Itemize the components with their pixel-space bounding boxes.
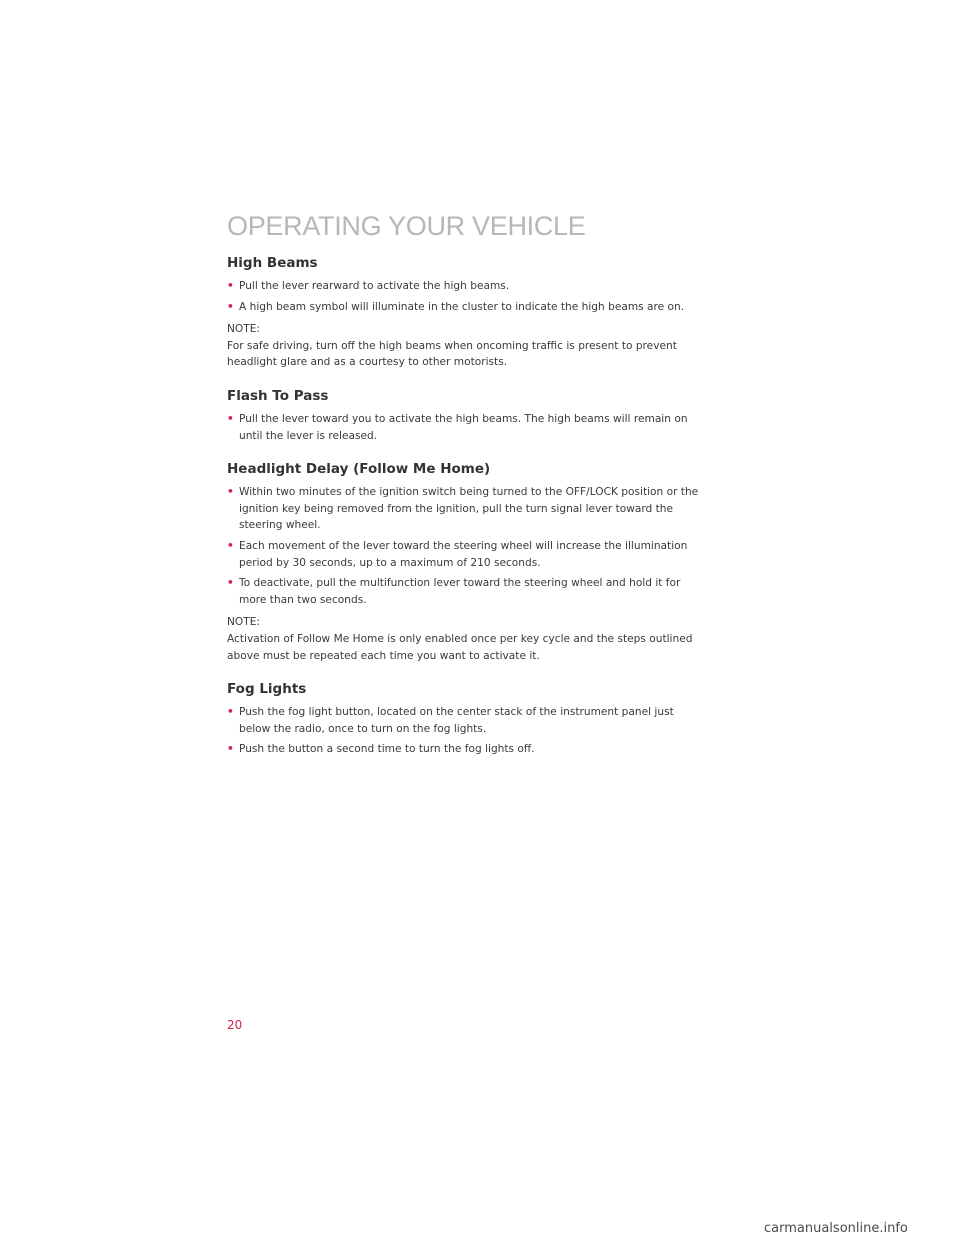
- section-heading-flash-to-pass: Flash To Pass: [227, 387, 329, 404]
- note-text: For safe driving, turn off the high beams when oncoming traffic is present to prevent headlight glare and as a courtesy to other motorists.: [227, 339, 677, 369]
- list-item-text: To deactivate, pull the multifunction lever toward the steering wheel and hold it for more than two seconds.: [239, 577, 681, 606]
- list-item: [227, 704, 705, 737]
- main-content: [227, 254, 705, 762]
- list-item: [227, 278, 705, 295]
- list-item-text: Push the button a second time to turn the fog lights off.: [239, 743, 535, 756]
- bullet-icon: •: [227, 706, 234, 719]
- list-item: [227, 484, 705, 534]
- note-label: NOTE:: [227, 323, 260, 336]
- list-item-text: Push the fog light button, located on the center stack of the instrument panel just below the radio, once to turn on the fog lights.: [239, 706, 674, 735]
- list-item-text: Each movement of the lever toward the steering wheel will increase the illumination period by 30 seconds, up to a maximum of 210 seconds.: [239, 539, 688, 569]
- section-heading-fog-lights: Fog Lights: [227, 681, 307, 698]
- list-item-text: Pull the lever rearward to activate the high beams.: [239, 280, 510, 292]
- bullet-icon: •: [227, 280, 234, 292]
- bullet-icon: •: [227, 577, 234, 590]
- watermark-text: carmanualsonline.info: [764, 1221, 908, 1236]
- bullet-list-high-beams: [227, 278, 705, 315]
- bullet-icon: •: [227, 300, 234, 313]
- page-title: OPERATING YOUR VEHICLE: [227, 211, 586, 241]
- list-item: [227, 575, 705, 608]
- list-item: [227, 411, 705, 444]
- bullet-icon: •: [227, 539, 234, 552]
- list-item-text: Pull the lever toward you to activate the high beams. The high beams will remain on until the lever is released.: [239, 412, 688, 442]
- list-item: [227, 299, 705, 316]
- bullet-icon: •: [227, 412, 234, 425]
- note-text: Activation of Follow Me Home is only enabled once per key cycle and the steps outlined above must be repeated each time you want to activate it.: [227, 632, 693, 662]
- bullet-list-headlight-delay: [227, 484, 705, 608]
- bullet-icon: •: [227, 486, 234, 499]
- list-item: [227, 741, 705, 758]
- bullet-list-fog-lights: [227, 704, 705, 758]
- note-label: NOTE:: [227, 616, 260, 629]
- list-item: [227, 538, 705, 571]
- list-item-text: Within two minutes of the ignition switch being turned to the OFF/LOCK position or the ignition key being removed from the ignition, pull the turn signal lever toward the steering wheel.: [239, 486, 699, 532]
- section-heading-high-beams: High Beams: [227, 255, 318, 271]
- list-item-text: A high beam symbol will illuminate in the cluster to indicate the high beams are on.: [239, 300, 685, 313]
- section-heading-headlight-delay: Headlight Delay (Follow Me Home): [227, 461, 491, 478]
- bullet-list-flash-to-pass: [227, 411, 705, 444]
- bullet-icon: •: [227, 743, 234, 756]
- page-number: 20: [227, 1018, 243, 1032]
